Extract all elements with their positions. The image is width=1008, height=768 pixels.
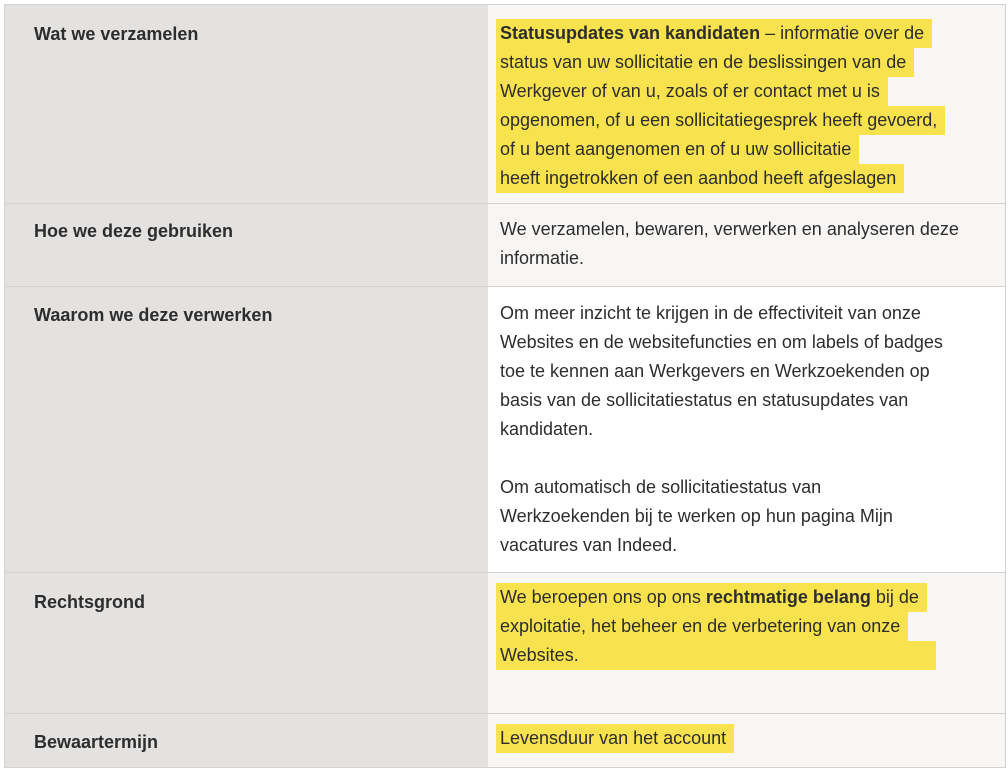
- table-row: [5, 5, 1005, 204]
- row-label: [5, 714, 488, 767]
- row-label-text: Rechtsgrond: [34, 592, 146, 612]
- table-row: [5, 573, 1005, 714]
- highlighted-text: We beroepen ons op ons rechtmatige belang bij de: [496, 583, 927, 612]
- row-label-text: Wat we verzamelen: [34, 24, 199, 44]
- table-row: [5, 714, 1005, 768]
- row-label: [5, 287, 488, 572]
- table-row: [5, 287, 1005, 573]
- row-value: We beroepen ons op ons rechtmatige belang bij de exploitatie, het beheer en de verbetering van onze Websites.: [488, 573, 1005, 713]
- row-label-text: Bewaartermijn: [34, 732, 159, 752]
- data-table: [4, 4, 1006, 768]
- highlighted-text: Statusupdates van kandidaten – informatie over de: [496, 19, 932, 48]
- row-value: Statusupdates van kandidaten – informatie over de status van uw sollicitatie en de beslissingen van de Werkgever of van u, zoals of er contact met u is opgenomen, of u een sollicitatiegesprek heeft gevoerd, of u bent aangenomen en of u uw sollicitatie heeft ingetrokken of een aanbod heeft afgeslagen: [488, 5, 1005, 203]
- row-label: [5, 204, 488, 286]
- row-value: [488, 714, 1005, 767]
- highlighted-text: Levensduur van het account: [496, 724, 734, 753]
- bold-term: rechtmatige belang: [705, 587, 871, 607]
- row-label-text: Waarom we deze verwerken: [34, 305, 273, 325]
- row-value: We verzamelen, bewaren, verwerken en analyseren deze informatie.: [488, 204, 1005, 286]
- row-label: [5, 5, 488, 203]
- table-row: [5, 204, 1005, 287]
- row-label-text: Hoe we deze gebruiken: [34, 221, 234, 241]
- row-label: [5, 573, 488, 713]
- row-value: Om meer inzicht te krijgen in de effectiviteit van onze Websites en de websitefuncties en om labels of badges toe te kennen aan Werkgevers en Werkzoekenden op basis van de sollicitatiestatus en statusupdates van kandidaten. Om automatisch de sollicitatiestatus van Werkzoekenden bij te werken op hun pagina Mijn vacatures van Indeed.: [488, 287, 1005, 572]
- bold-term: Statusupdates van kandidaten: [500, 23, 761, 43]
